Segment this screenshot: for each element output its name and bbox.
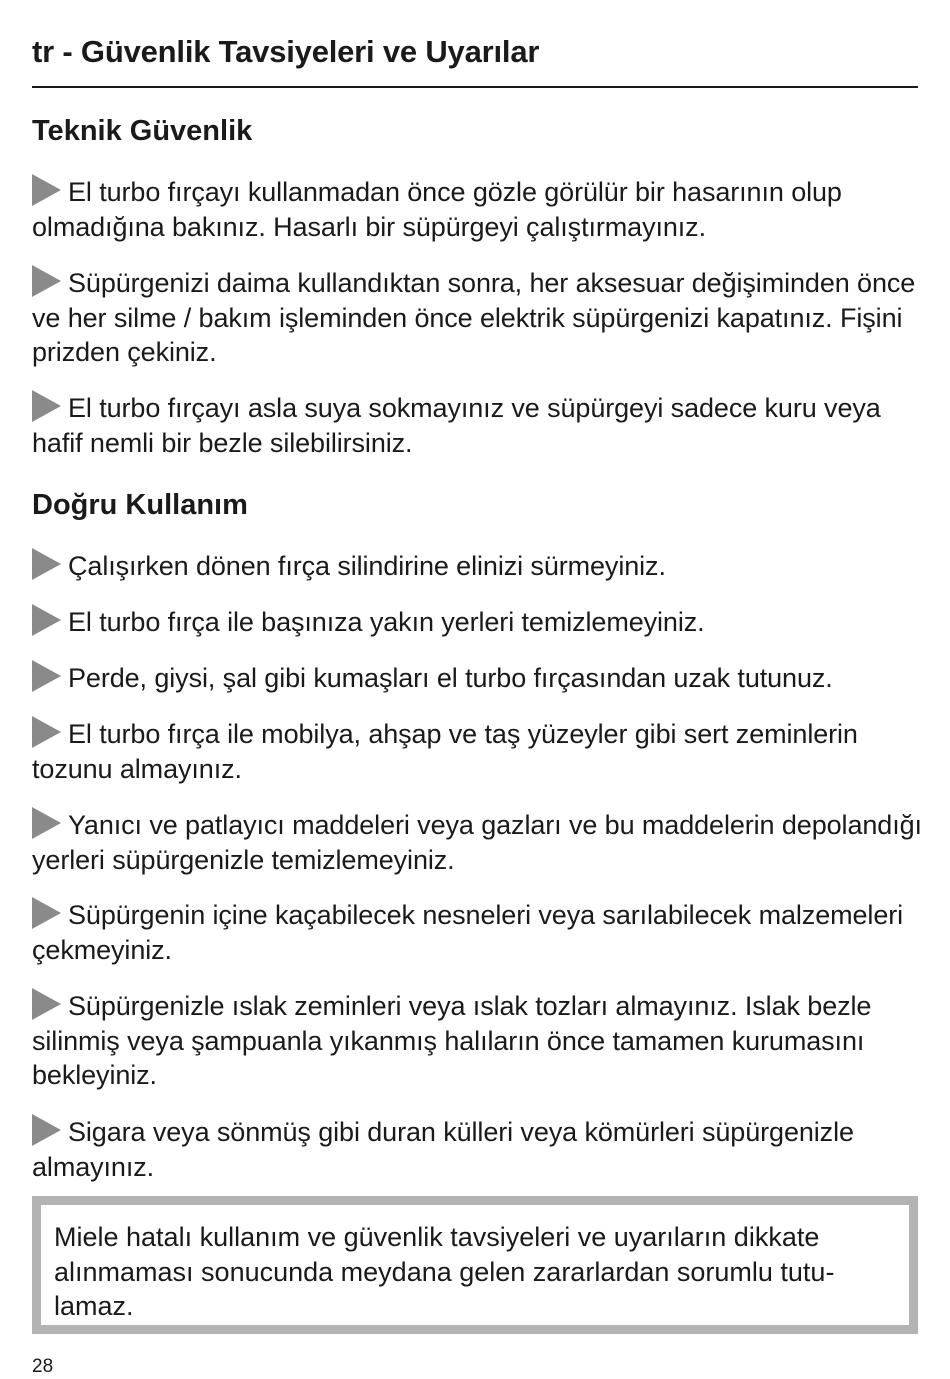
list-item-text: Süpürgenizi daima kullandıktan sonra, her aksesuar değişiminden önce ve her silme / bakım işleminden önce elektrik süpürgenizi kapatınız. Fişini prizden çekiniz. — [32, 268, 916, 367]
section-title-technical-safety: Teknik Güvenlik — [32, 115, 253, 147]
liability-notice-box — [32, 1196, 918, 1334]
list-item-text: El turbo fırça ile mobilya, ahşap ve taş yüzeyler gibi sert zeminlerin tozunu almayınız. — [32, 719, 858, 784]
play-triangle-icon — [32, 390, 61, 422]
section-title-correct-use: Doğru Kullanım — [32, 489, 248, 521]
list-item — [32, 716, 922, 786]
list-item-text: Perde, giysi, şal gibi kumaşları el turbo fırçasından uzak tutunuz. — [68, 663, 833, 693]
play-triangle-icon — [32, 1114, 61, 1146]
play-triangle-icon — [32, 265, 61, 297]
list-item-text: Yanıcı ve patlayıcı maddeleri veya gazları ve bu maddelerin depolandığı yerleri süpürgenizle temizlemeyiniz. — [32, 810, 922, 875]
play-triangle-icon — [32, 174, 61, 206]
list-item — [32, 988, 922, 1093]
list-item-text: El turbo fırça ile başınıza yakın yerleri temizlemeyiniz. — [68, 607, 705, 637]
page-title: tr - Güvenlik Tavsiyeleri ve Uyarılar — [32, 34, 540, 69]
list-item-text: Çalışırken dönen fırça silindirine elinizi sürmeyiniz. — [68, 551, 666, 581]
list-item — [32, 1114, 922, 1184]
play-triangle-icon — [32, 604, 61, 636]
list-item — [32, 897, 922, 967]
page-header — [32, 30, 918, 88]
play-triangle-icon — [32, 897, 61, 929]
play-triangle-icon — [32, 807, 61, 839]
play-triangle-icon — [32, 716, 61, 748]
list-item — [32, 265, 922, 370]
play-triangle-icon — [32, 548, 61, 580]
page-number: 28 — [32, 1356, 54, 1377]
list-item-text: El turbo fırçayı kullanmadan önce gözle görülür bir hasarının olup olmadığına bakınız. Hasarlı bir süpürgeyi çalıştırmayınız. — [32, 177, 842, 242]
list-item-text: Süpürgenizle ıslak zeminleri veya ıslak tozları almayınız. Islak bezle silinmiş veya şampuanla yıkanmış halıların önce tamamen kurumasını bekleyiniz. — [32, 991, 872, 1090]
list-item-text: Süpürgenin içine kaçabilecek nesneleri veya sarılabilecek malzemeleri çekmeyiniz. — [32, 900, 904, 965]
list-item-text: Sigara veya sönmüş gibi duran külleri veya kömürleri süpürgenizle almayınız. — [32, 1117, 854, 1182]
list-item — [32, 390, 922, 460]
liability-notice-text: Miele hatalı kullanım ve güvenlik tavsiyeleri ve uyarıların dikkate alınmaması sonucunda meydana gelen zararlardan sorumlu tutulamaz. — [54, 1222, 835, 1321]
list-item — [32, 548, 922, 584]
list-item — [32, 604, 922, 640]
list-item — [32, 660, 922, 696]
play-triangle-icon — [32, 988, 61, 1020]
list-item-text: El turbo fırçayı asla suya sokmayınız ve süpürgeyi sadece kuru veya hafif nemli bir bezle silebilirsiniz. — [32, 393, 881, 458]
list-item — [32, 174, 922, 244]
list-item — [32, 807, 922, 877]
play-triangle-icon — [32, 660, 61, 692]
